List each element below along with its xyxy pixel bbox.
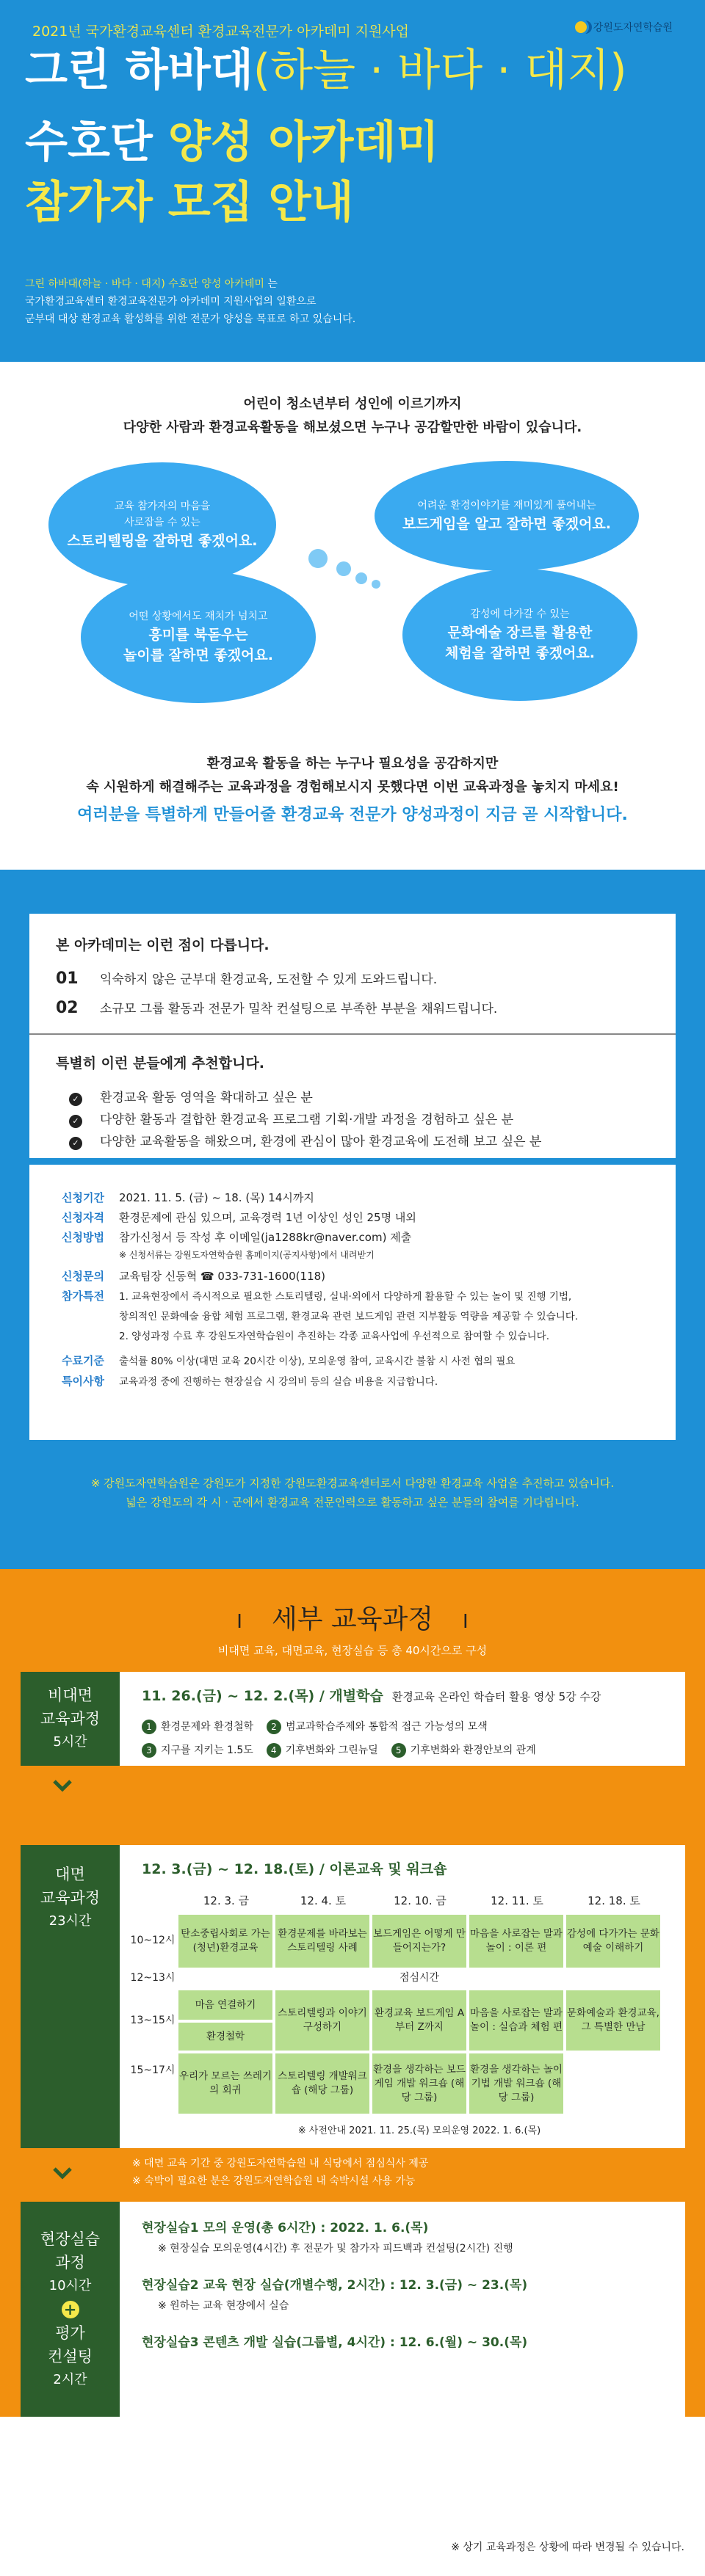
- info-row: 신청방법 참가신청서 등 작성 후 이메일(ja1288kr@naver.com) 제출: [62, 1231, 412, 1244]
- course-section: [0, 1569, 705, 2576]
- rec-title: 특별히 이런 분들에게 추천합니다.: [56, 1055, 265, 1071]
- schedule-cell: 스토리텔링과 이야기 구성하기: [275, 1990, 369, 2051]
- time-label: 10~12시: [130, 1935, 176, 1946]
- schedule-cell: 환경철학: [178, 2023, 272, 2051]
- features-card: [29, 914, 676, 1158]
- rec-item: ✓ 다양한 활동과 결합한 환경교육 프로그램 기획·개발 과정을 경험하고 싶은 분: [69, 1109, 649, 1131]
- schedule-cell: 문화예술과 환경교육, 그 특별한 만남: [566, 1990, 660, 2051]
- lead-line5: 여러분을 특별하게 만들어줄 환경교육 전문가 양성과정이 지금 곧 시작합니다.: [77, 806, 628, 824]
- lunch-label: 점심시간: [399, 1972, 440, 1984]
- schedule-cell: 탄소중립사회로 가는 (청년)환경교육: [178, 1915, 272, 1968]
- chevron-down-icon: [51, 1775, 73, 1797]
- header-banner: [0, 0, 705, 362]
- page-title-line1: 그린 하바대(하늘 · 바다 · 대지): [25, 45, 627, 96]
- schedule-cell: 환경문제를 바라보는 스토리텔링 사례: [275, 1915, 369, 1968]
- course-title: I 세부 교육과정 I: [236, 1604, 469, 1634]
- lead-line2: 다양한 사람과 환경교육활동을 해보셨으면 누구나 공감할만한 바람이 있습니다.: [123, 420, 582, 435]
- offline-label: 대면 교육과정 23시간: [21, 1845, 120, 2148]
- practice-1: 현장실습1 모의 운영(총 6시간) : 2022. 1. 6.(목): [142, 2221, 429, 2235]
- day-header: 12. 10. 금: [394, 1894, 446, 1907]
- info-row: 특이사항 교육과정 중에 진행하는 현장실습 시 강의비 등의 실습 비용을 지급합니다.: [62, 1375, 438, 1388]
- page-title-line2: 수호단 양성 아카데미: [25, 117, 439, 168]
- offline-box: [120, 1845, 685, 2148]
- schedule-cell: 우리가 모르는 쓰레기의 회귀: [178, 2053, 272, 2114]
- info-section: [0, 870, 705, 1569]
- plus-icon: +: [62, 2301, 79, 2318]
- intro-text: 그린 하바대(하늘 · 바다 · 대지) 수호단 양성 아카데미 는 국가환경교육센터 환경교육전문가 아카데미 지원사업의 일환으로 군부대 대상 환경교육 활성화를 위한 전문가 양성을 목표로 하고 있습니다.: [25, 278, 356, 325]
- schedule-cell: 환경교육 보드게임 A부터 Z까지: [372, 1990, 466, 2051]
- rec-item: ✓ 환경교육 활동 영역을 확대하고 싶은 분: [69, 1087, 649, 1109]
- diff-item: 01 익숙하지 않은 군부대 환경교육, 도전할 수 있게 도와드립니다.: [56, 969, 438, 988]
- day-header: 12. 4. 토: [300, 1894, 347, 1907]
- rec-list: [56, 1087, 649, 1153]
- time-label: 15~17시: [130, 2064, 176, 2076]
- day-header: 12. 3. 금: [203, 1894, 250, 1907]
- cloud-dot: [336, 561, 351, 576]
- header-subtitle: 2021년 국가환경교육센터 환경교육전문가 아카데미 지원사업: [32, 23, 410, 40]
- logo-icon: [573, 19, 589, 35]
- practice-2-note: ※ 원하는 교육 현장에서 실습: [158, 2300, 289, 2312]
- wish-cloud-4: 감성에 다가갈 수 있는 문화예술 장르를 활용한 체험을 잘하면 좋겠어요.: [402, 569, 637, 701]
- wish-cloud-2: 어려운 환경이야기를 재미있게 풀어내는 보드게임을 알고 잘하면 좋겠어요.: [375, 461, 639, 571]
- chevron-down-icon: [51, 2162, 73, 2184]
- lead-line1: 어린이 청소년부터 성인에 이르기까지: [243, 396, 462, 412]
- day-header: 12. 18. 토: [588, 1894, 640, 1907]
- schedule-cell: 마음 연결하기: [178, 1990, 272, 2020]
- bottom-note: ※ 강원도자연학습원은 강원도가 지정한 강원도환경교육센터로서 다양한 환경교육 사업을 추진하고 있습니다. 넓은 강원도의 각 시 · 군에서 환경교육 전문인력으로 활동하고 싶은 분들의 참여를 기다립니다.: [90, 1477, 615, 1509]
- divider: [29, 1033, 676, 1035]
- lead-line4: 속 시원하게 해결해주는 교육과정을 경험해보시지 못했다면 이번 교육과정을 놓치지 마세요!: [86, 779, 619, 795]
- practice-3: 현장실습3 콘텐츠 개발 실습(그룹별, 4시간) : 12. 6.(월) ~ 30.(목): [142, 2335, 528, 2350]
- org-logo: 강원도자연학습원: [573, 19, 673, 35]
- schedule-footnote: ※ 사전안내 2021. 11. 25.(목) 모의운영 2022. 1. 6.(목): [297, 2125, 541, 2136]
- schedule-cell: 스토리텔링 개발워크숍 (해당 그룹): [275, 2053, 369, 2114]
- schedule-cell: 마음을 사로잡는 말과 놀이 : 실습과 체험 편: [469, 1990, 563, 2051]
- course-subtitle: 비대면 교육, 대면교육, 현장실습 등 총 40시간으로 구성: [217, 1644, 488, 1657]
- check-icon: ✓: [69, 1093, 82, 1106]
- wish-cloud-3: 어떤 상황에서도 재치가 넘치고 흥미를 북돋우는 놀이를 잘하면 좋겠어요.: [81, 571, 316, 703]
- cloud-dot: [355, 572, 367, 584]
- lead-line3: 환경교육 활동을 하는 누구나 필요성을 공감하지만: [206, 756, 499, 771]
- cloud-dot: [372, 580, 380, 589]
- info-row: 신청자격 환경문제에 관심 있으며, 교육경력 1년 이상인 성인 25명 내외: [62, 1211, 416, 1224]
- info-row: 신청문의 교육팀장 신동혁 ☎ 033-731-1600(118): [62, 1270, 326, 1283]
- schedule-cell: 환경을 생각하는 놀이기법 개발 워크숍 (해당 그룹): [469, 2053, 563, 2114]
- time-label: 12~13시: [130, 1972, 176, 1984]
- apply-info-card: [29, 1165, 676, 1440]
- practice-label: 현장실습 과정 10시간 + 평가 컨설팅 2시간: [21, 2202, 120, 2417]
- schedule-cell: 환경을 생각하는 보드게임 개발 워크숍 (해당 그룹): [372, 2053, 466, 2114]
- day-header: 12. 11. 토: [491, 1894, 543, 1907]
- practice-2: 현장실습2 교육 현장 실습(개별수행, 2시간) : 12. 3.(금) ~ 23.(목): [142, 2278, 528, 2293]
- diff-title: 본 아카데미는 이런 점이 다릅니다.: [56, 937, 270, 953]
- offline-date: 12. 3.(금) ~ 12. 18.(토) / 이론교육 및 워크숍: [142, 1861, 447, 1877]
- time-label: 13~15시: [130, 2015, 176, 2026]
- info-cont: 2. 양성과정 수료 후 강원도자연학습원이 추진하는 각종 교육사업에 우선적으로 참여할 수 있습니다.: [119, 1331, 550, 1342]
- practice-1-note: ※ 현장실습 모의운영(4시간) 후 전문가 및 참가자 피드백과 컨설팅(2시간) 진행: [158, 2243, 513, 2255]
- page-title-line3: 참가자 모집 안내: [25, 177, 354, 228]
- schedule-cell: 감성에 다가가는 문화예술 이해하기: [566, 1915, 660, 1968]
- diff-item: 02 소규모 그룹 활동과 전문가 밀착 컨설팅으로 부족한 부분을 채워드립니다.: [56, 999, 498, 1017]
- check-icon: ✓: [69, 1115, 82, 1128]
- info-row: 참가특전 1. 교육현장에서 즉시적으로 필요한 스토리텔링, 실내·외에서 다양하게 활용할 수 있는 놀이 및 진행 기법,: [62, 1289, 572, 1303]
- meal-notes: ※ 대면 교육 기간 중 강원도자연학습원 내 식당에서 점심식사 제공 ※ 숙박이 필요한 분은 강원도자연학습원 내 숙박시설 사용 가능: [132, 2158, 429, 2187]
- info-row: 수료기준 출석률 80% 이상(대면 교육 20시간 이상), 모의운영 참여, 교육시간 불참 시 사전 협의 필요: [62, 1354, 516, 1367]
- info-cont: 창의적인 문화예술 융합 체험 프로그램, 환경교육 관련 보드게임 관련 지부활동 역량을 제공할 수 있습니다.: [119, 1311, 579, 1322]
- online-label: 비대면 교육과정 5시간: [21, 1672, 120, 1766]
- online-box: 11. 26.(금) ~ 12. 2.(목) / 개별학습 환경교육 온라인 학습터 활용 영상 5강 수강 1 환경문제와 환경철학 2 범교과학습주제와 통합적 접근 가능성의 모색 3 지구를 지키는 1.5도 4 기후변화와 그린뉴딜 5 기후변화와 환경안보의 관계: [120, 1672, 685, 1766]
- info-row: 신청기간 2021. 11. 5. (금) ~ 18. (목) 14시까지: [62, 1191, 314, 1204]
- check-icon: ✓: [69, 1137, 82, 1150]
- end-note: ※ 상기 교육과정은 상황에 따라 변경될 수 있습니다.: [451, 2542, 684, 2553]
- practice-box: [120, 2202, 685, 2417]
- schedule-cell: 마음을 사로잡는 말과 놀이 : 이론 편: [469, 1915, 563, 1968]
- wish-cloud-1: 교육 참가자의 마음을 사로잡을 수 있는 스토리텔링을 잘하면 좋겠어요.: [48, 462, 276, 587]
- schedule-cell: 보드게임은 어떻게 만들어지는가?: [372, 1915, 466, 1968]
- info-note: ※ 신청서류는 강원도자연학습원 홈페이지(공지사항)에서 내려받기: [119, 1250, 375, 1260]
- cloud-dot: [308, 549, 328, 568]
- rec-item: ✓ 다양한 교육활동을 해왔으며, 환경에 관심이 많아 환경교육에 도전해 보고 싶은 분: [69, 1131, 649, 1153]
